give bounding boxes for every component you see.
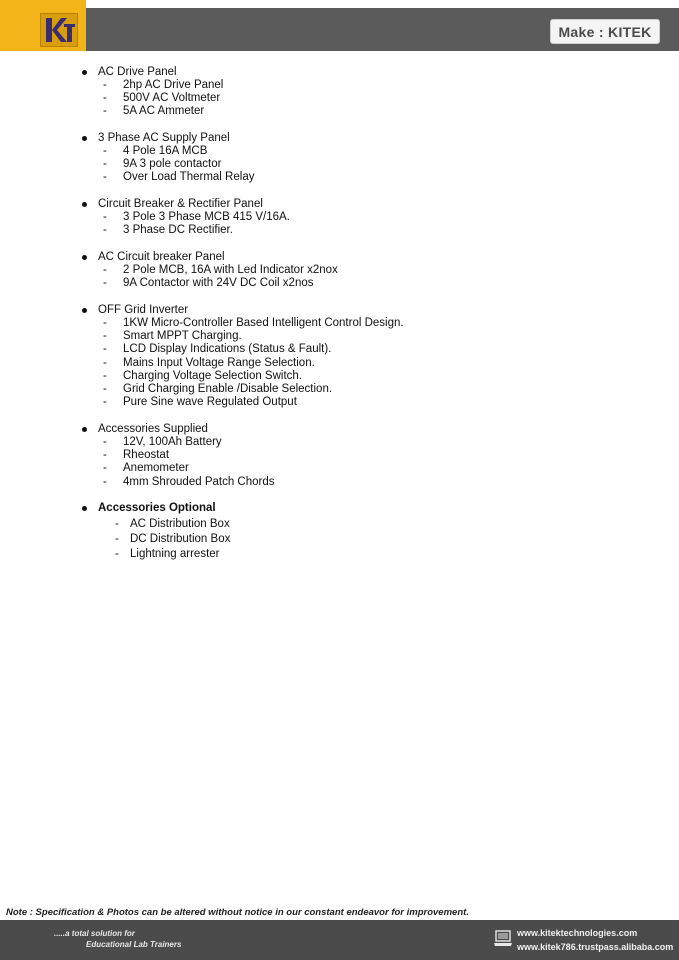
alibaba-link[interactable]: www.kitek786.trustpass.alibaba.com xyxy=(517,942,674,952)
bullet-icon xyxy=(82,70,87,75)
header-bar xyxy=(86,8,679,51)
tagline-line-1: .....a total solution for xyxy=(54,929,135,938)
footer-bar xyxy=(0,920,679,960)
laptop-icon xyxy=(493,930,513,948)
section-title: Accessories Supplied xyxy=(98,423,208,435)
section-title: Circuit Breaker & Rectifier Panel xyxy=(98,198,263,210)
tagline-line-2: Educational Lab Trainers xyxy=(86,940,182,949)
disclaimer-note: Note : Specification & Photos can be altered without notice in our constant endeavor for improvement. xyxy=(6,907,469,918)
section-title: Accessories Optional xyxy=(98,502,216,514)
kitek-logo-mark-icon xyxy=(40,13,78,47)
section-title: OFF Grid Inverter xyxy=(98,304,189,316)
bullet-icon xyxy=(82,202,87,207)
make-label: Make : KITEK xyxy=(550,19,660,44)
bullet-icon xyxy=(82,255,87,260)
section-title: AC Circuit breaker Panel xyxy=(98,251,225,263)
bullet-icon xyxy=(82,136,87,141)
section-title: AC Drive Panel xyxy=(98,66,177,78)
kitek-logo xyxy=(0,0,86,51)
page-header xyxy=(0,0,679,51)
bullet-icon xyxy=(82,506,87,511)
section-title: 3 Phase AC Supply Panel xyxy=(98,132,230,144)
bullet-icon xyxy=(82,427,87,432)
website-link[interactable]: www.kitektechnologies.com xyxy=(517,928,638,938)
bullet-icon xyxy=(82,308,87,313)
